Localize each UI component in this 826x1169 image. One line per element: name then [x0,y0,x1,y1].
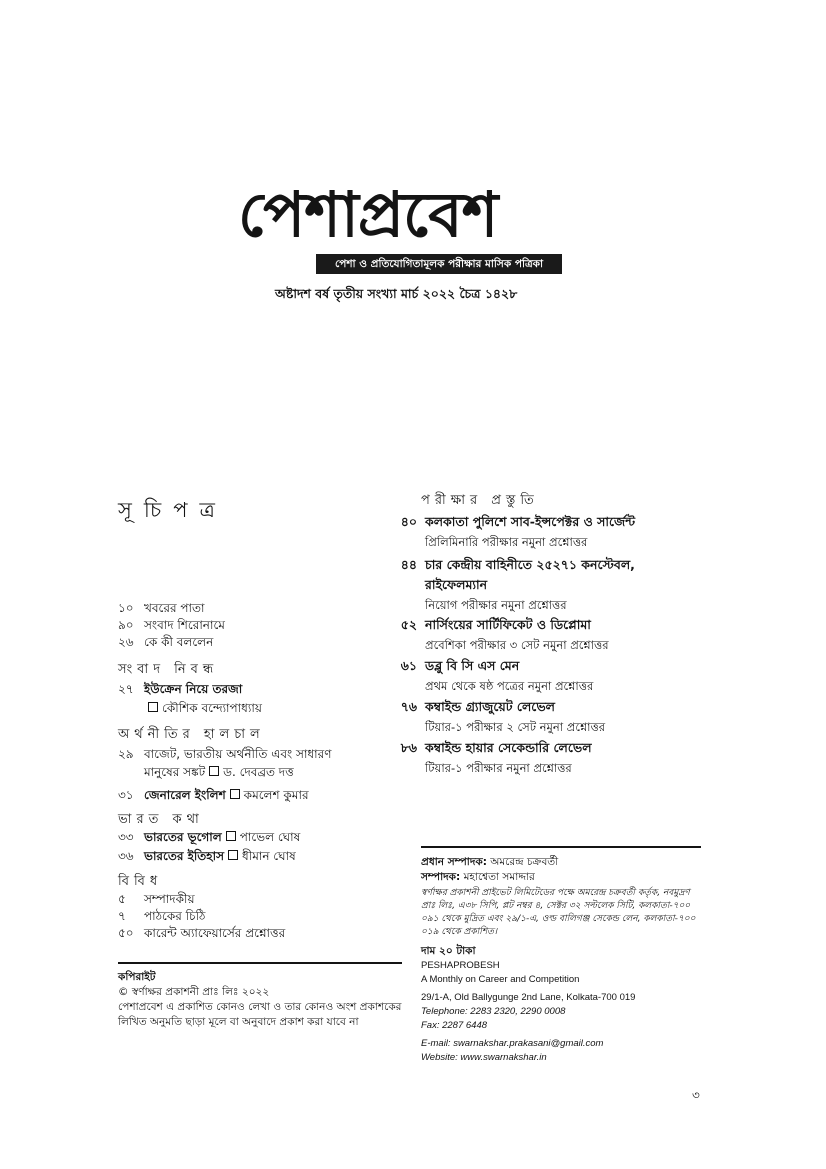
toc-title: সূচিপত্র [118,498,227,522]
toc-author: কৌশিক বন্দ্যোপাধ্যায় [144,700,262,717]
price: দাম ২০ টাকা [421,945,476,957]
square-bullet-icon [226,831,236,841]
exam-item[interactable]: ৪০ কলকাতা পুলিশে সাব-ইন্সপেক্টর ও সার্জেন্ট প্রিলিমিনারি পরীক্ষার নমুনা প্রশ্নোত্তর [400,514,636,549]
toc-item-ukraine[interactable]: ২৭ ইউক্রেন নিয়ে তরজা [118,682,243,696]
toc-item-english[interactable]: ৩১ জেনারেল ইংলিশ কমলেশ কুমার [118,788,309,802]
telephone: Telephone: 2283 2320, 2290 0008 [421,1006,566,1017]
copyright-line: © স্বর্ণাক্ষর প্রকাশনী প্রাঃ লিঃ ২০২২ [118,986,270,998]
fax: Fax: 2287 6448 [421,1020,488,1031]
masthead-tagline: পেশা ও প্রতিযোগিতামূলক পরীক্ষার মাসিক পত্রিকা [316,254,562,274]
copyright-heading: কপিরাইট [118,971,156,983]
square-bullet-icon [230,789,240,799]
list-item[interactable]: ৭ পাঠকের চিঠি [118,909,206,923]
subtitle-english: A Monthly on Career and Competition [421,974,580,985]
exam-item[interactable]: ৬১ ডব্লু বি সি এস মেন প্রথম থেকে ষষ্ঠ পত্রের নমুনা প্রশ্নোত্তর [400,658,594,693]
chief-editor-name: অমরেন্দ্র চক্রবর্তী [490,856,559,868]
chief-editor-label: প্রধান সম্পাদক: [421,856,487,868]
square-bullet-icon [209,766,219,776]
copyright-rule [118,962,402,964]
toc-item-history[interactable]: ৩৬ ভারতের ইতিহাস ধীমান ঘোষ [118,849,296,863]
toc-misc-list [118,891,418,942]
address: 29/1-A, Old Ballygunge 2nd Lane, Kolkata-700 019 [421,992,636,1003]
editorial-rule [421,846,701,848]
section-heading-news: সংবাদ নিবন্ধ [118,662,219,677]
list-item[interactable]: ৫ সম্পাদকীয় [118,892,195,906]
editorial-block [421,855,703,1065]
copyright-notice: পেশাপ্রবেশ এ প্রকাশিত কোনও লেখা ও তার কোনও অংশ প্রকাশকের লিখিত অনুমতি ছাড়া মূলে বা অনুবাদে প্রকাশ করা যাবে না [118,1001,402,1028]
square-bullet-icon [148,702,158,712]
list-item[interactable]: ৯০ সংবাদ শিরোনামে [118,618,225,632]
toc-item-geography[interactable]: ৩৩ ভারতের ভূগোল পাভেল ঘোষ [118,830,301,844]
toc-item-budget-cont: মানুষের সঙ্কট ড. দেবব্রত দত্ত [144,765,294,779]
email-link[interactable]: E-mail: swarnakshar.prakasani@gmail.com [421,1038,604,1049]
page-number: ৩ [692,1088,700,1102]
section-heading-economy: অর্থনীতির হালচাল [118,727,265,742]
editor-name: মহাশ্বেতা সমাদ্দার [463,871,535,883]
square-bullet-icon [228,850,238,860]
exam-item[interactable]: ৮৬ কম্বাইন্ড হায়ার সেকেন্ডারি লেভেল টিয়ার-১ পরীক্ষার নমুনা প্রশ্নোত্তর [400,740,592,775]
exam-item[interactable]: ৫২ নার্সিংয়ের সার্টিফিকেট ও ডিপ্লোমা প্রবেশিকা পরীক্ষার ৩ সেট নমুনা প্রশ্নোত্তর [400,617,609,652]
issue-info: অষ্টাদশ বর্ষ তৃতীয় সংখ্যা মার্চ ২০২২ চৈত্র ১৪২৮ [275,286,518,301]
website-link[interactable]: Website: www.swarnakshar.in [421,1052,547,1063]
toc-top-list [118,600,418,651]
section-heading-india: ভারত কথা [118,812,204,827]
exam-item[interactable]: ৪৪ চার কেন্দ্রীয় বাহিনীতে ২৫২৭১ কনস্টেবল, রাইফেলম্যান নিয়োগ পরীক্ষার নমুনা প্রশ্নোত্তর [400,557,635,612]
exam-item[interactable]: ৭৬ কম্বাইন্ড গ্র্যাজুয়েট লেভেল টিয়ার-১ পরীক্ষার ২ সেট নমুনা প্রশ্নোত্তর [400,699,606,734]
editor-label: সম্পাদক: [421,871,461,883]
copyright-block [118,970,402,1030]
list-item[interactable]: ২৬ কে কী বললেন [118,635,214,649]
section-heading-misc: বিবিধ [118,874,163,889]
magazine-logo: পেশাপ্রবেশ [238,178,498,251]
name-english: PESHAPROBESH [421,960,500,971]
imprint-text: স্বর্ণাক্ষর প্রকাশনী প্রাইভেট লিমিটেডের পক্ষে অমরেন্দ্র চক্রবর্তী কর্তৃক, নবমুদ্রণ প্রাঃ লিঃ, এ৩৮ সিপি, প্লট নম্বর ৪, সেক্টর ৩২ সল্টলেক সিটি, কলকাতা-৭০০ ০৯১ থেকে মুদ্রিত এবং ২৯/১-এ, ওল্ড বালিগঞ্জ সেকেন্ড লেন, কলকাতা-৭০০ ০১৯ থেকে প্রকাশিত। [421,888,696,937]
list-item[interactable]: ৫০ কারেন্ট অ্যাফেয়ার্সের প্রশ্নোত্তর [118,926,286,940]
list-item[interactable]: ১০ খবরের পাতা [118,601,205,615]
section-heading-exam: পরীক্ষার প্রস্তুতি [421,493,539,508]
toc-item-budget[interactable]: ২৯ বাজেট, ভারতীয় অর্থনীতি এবং সাধারণ [118,747,332,761]
